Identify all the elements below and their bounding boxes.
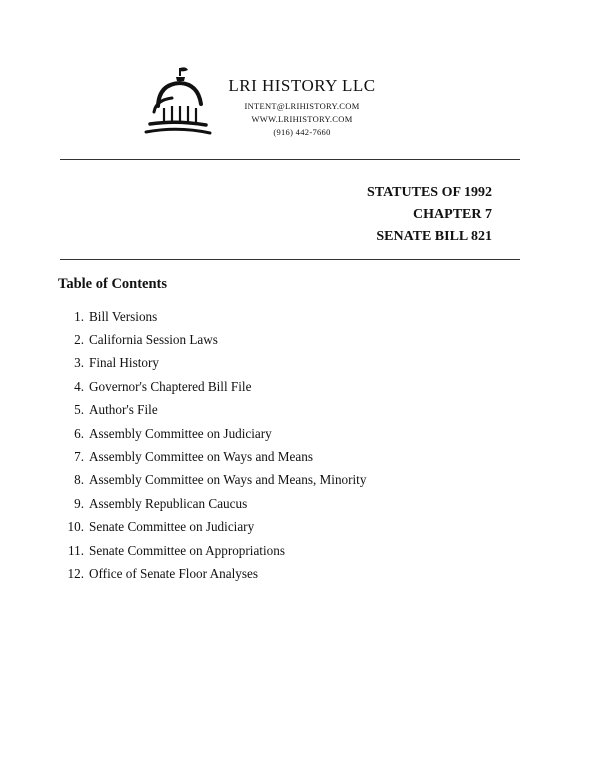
toc-item-label: Office of Senate Floor Analyses	[89, 565, 258, 581]
toc-list	[58, 305, 518, 586]
toc-item	[58, 469, 518, 492]
toc-item-label: Senate Committee on Judiciary	[89, 519, 255, 535]
toc-item-label: Author's File	[89, 402, 158, 418]
toc-item-label: Governor's Chaptered Bill File	[89, 378, 252, 394]
statutes-year: STATUTES OF 1992	[367, 185, 492, 200]
toc-item-number: 2.	[74, 332, 84, 348]
company-info	[222, 76, 382, 139]
toc-item-label: Assembly Republican Caucus	[89, 495, 248, 511]
toc-item-label: Assembly Committee on Ways and Means	[89, 449, 313, 465]
bottom-divider	[60, 259, 520, 260]
toc-item-label: Assembly Committee on Judiciary	[89, 425, 272, 441]
toc-item	[58, 539, 518, 562]
toc-item	[58, 445, 518, 468]
toc-item-number: 5.	[74, 402, 84, 418]
toc-item	[58, 352, 518, 375]
toc-item-label: Senate Committee on Appropriations	[89, 542, 285, 558]
toc-item-number: 9.	[74, 495, 84, 511]
toc-item	[58, 422, 518, 445]
toc-item-label: Final History	[89, 355, 159, 371]
chapter-number: CHAPTER 7	[413, 207, 492, 222]
toc-item	[58, 562, 518, 585]
statute-block	[367, 182, 492, 248]
toc-item	[58, 492, 518, 515]
toc-item	[58, 375, 518, 398]
toc-item-label: California Session Laws	[89, 332, 218, 348]
toc-item	[58, 305, 518, 328]
toc-item-number: 7.	[74, 449, 84, 465]
top-divider	[60, 159, 520, 160]
toc-item-label: Assembly Committee on Ways and Means, Minority	[89, 472, 367, 488]
toc-item-label: Bill Versions	[89, 308, 158, 324]
company-phone: (916) 442-7660	[273, 127, 331, 137]
toc-title: Table of Contents	[58, 276, 168, 292]
company-name: LRI HISTORY LLC	[228, 76, 376, 95]
company-website: WWW.LRIHISTORY.COM	[251, 114, 353, 124]
toc-item-number: 6.	[74, 425, 84, 441]
toc-item-number: 10.	[67, 519, 84, 535]
toc-item-number: 11.	[68, 542, 84, 558]
toc-item-number: 4.	[74, 378, 84, 394]
capitol-dome-icon	[142, 62, 212, 140]
toc-item	[58, 516, 518, 539]
senate-bill: SENATE BILL 821	[376, 229, 492, 244]
toc-item-number: 8.	[74, 472, 84, 488]
toc-item-number: 1.	[74, 308, 84, 324]
company-email: INTENT@LRIHISTORY.COM	[244, 101, 360, 111]
toc-item	[58, 399, 518, 422]
toc-item-number: 12.	[67, 565, 84, 581]
toc-item-number: 3.	[74, 355, 84, 371]
toc-item	[58, 328, 518, 351]
